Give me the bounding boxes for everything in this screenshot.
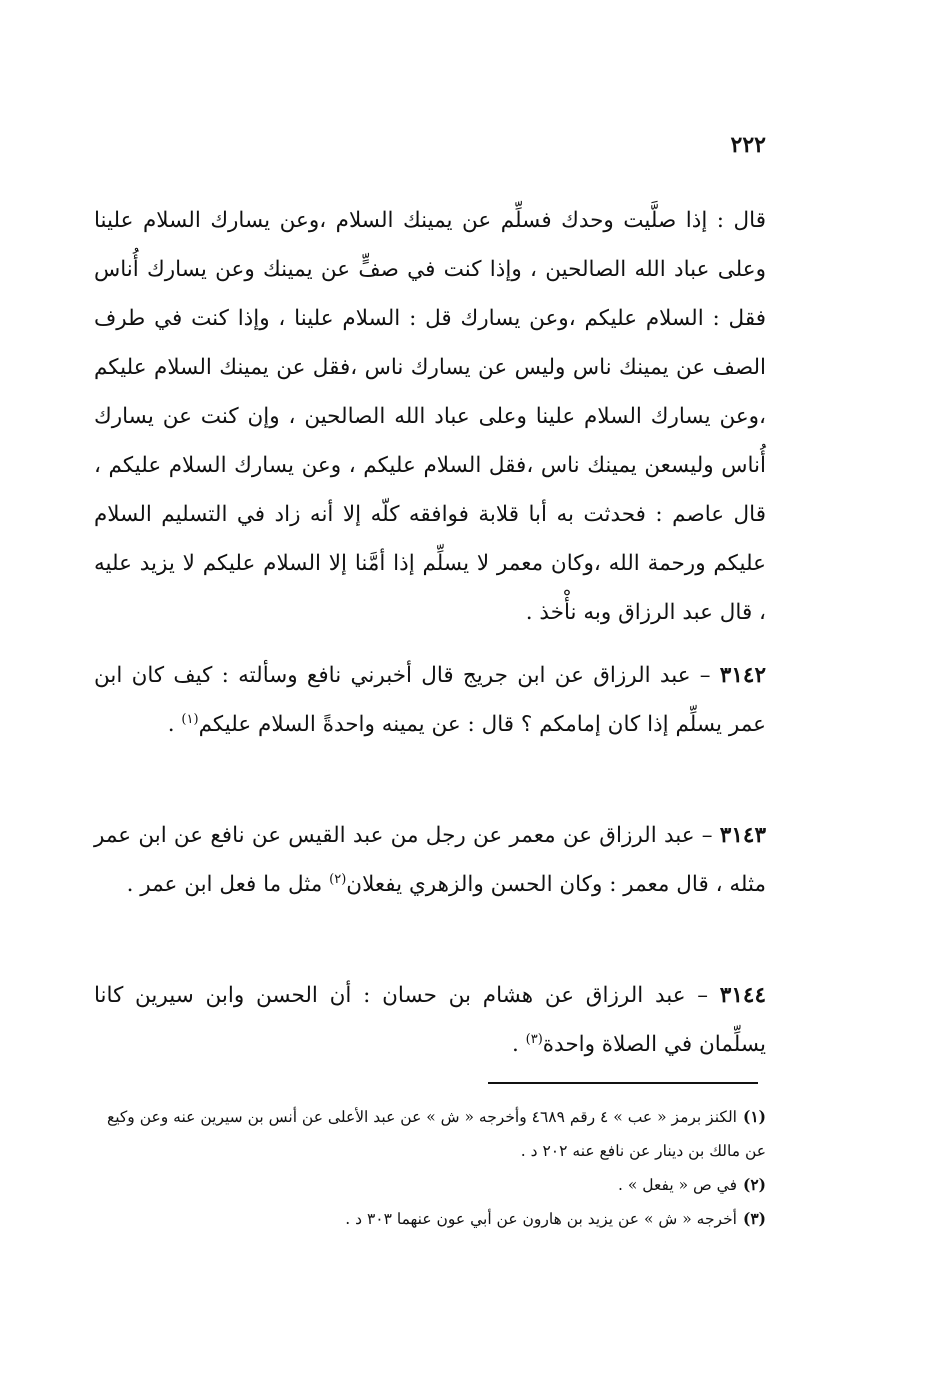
footnotes [86, 1100, 766, 1236]
footnote-ref[interactable]: (٢) [329, 871, 347, 887]
footnote-mark: (٢) [742, 1175, 766, 1194]
footnote-divider [488, 1082, 758, 1084]
footnote-text: في ص « يفعل » . [618, 1176, 737, 1194]
footnote-text: أخرجه « ش » عن يزيد بن هارون عن أبي عون عنهما ٣٠٣ د . [345, 1210, 737, 1228]
hadith-end: . [167, 712, 182, 737]
hadith-text: – عبد الرزاق عن هشام بن حسان : أن الحسن وابن سيرين كانا يسلِّمان في الصلاة واحدة [94, 983, 766, 1057]
hadith-paragraph [94, 651, 766, 749]
footnote-ref[interactable]: (١) [181, 711, 199, 727]
hadith-3142 [94, 651, 766, 749]
paragraph-continuation [94, 196, 766, 637]
hadith-text: – عبد الرزاق عن ابن جريج قال أخبرني نافع وسألته : كيف كان ابن عمر يسلِّم إذا كان إمامكم ؟ قال : عن يمينه واحدةً السلام عليكم [94, 663, 766, 737]
page-number: ٢٢٢ [730, 132, 766, 158]
hadith-paragraph [94, 971, 766, 1069]
hadith-end: . [511, 1032, 526, 1057]
footnote-1 [86, 1100, 766, 1168]
footnote-ref[interactable]: (٣) [525, 1031, 543, 1047]
footnote-mark: (١) [742, 1107, 766, 1126]
hadith-number: ٣١٤٣ [719, 823, 766, 848]
hadith-3143 [94, 811, 766, 909]
footnote-mark: (٣) [742, 1209, 766, 1228]
footnote-3 [86, 1202, 766, 1236]
hadith-3144 [94, 971, 766, 1069]
hadith-number: ٣١٤٢ [719, 663, 766, 688]
hadith-number: ٣١٤٤ [719, 983, 766, 1008]
hadith-text: – عبد الرزاق عن معمر عن رجل من عبد القيس عن نافع عن ابن عمر مثله ، قال معمر : وكان الحسن والزهري يفعلان [94, 823, 766, 897]
paragraph-text: قال : إذا صلَّيت وحدك فسلِّم عن يمينك السلام ،وعن يسارك السلام علينا وعلى عباد الله الصالحين ، وإذا كنت في صفٍّ عن يمينك وعن يسارك أُناس فقل : السلام عليكم ،وعن يسارك قل : السلام علينا ، وإذا كنت في طرف الصف عن يمينك ناس وليس عن يسارك ناس ،فقل عن يمينك السلام عليكم ،وعن يسارك السلام علينا وعلى عباد الله الصالحين ، وإن كنت عن يسارك أُناس وليسعن يمينك ناس ،فقل السلام عليكم ، وعن يسارك السلام عليكم ، قال عاصم : فحدثت به أبا قلابة فوافقه كلّه إلا أنه زاد في التسليم السلام عليكم ورحمة الله ،وكان معمر لا يسلِّم إذا أمَّنا إلا السلام عليكم لا يزيد عليه ، قال عبد الرزاق وبه نأْخذ . [94, 208, 766, 625]
footnote-2 [86, 1168, 766, 1202]
hadith-end: مثل ما فعل ابن عمر . [126, 872, 330, 897]
footnote-text: الكنز برمز « عب » ٤ رقم ٤٦٨٩ وأخرجه « ش » عن عبد الأعلى عن أنس بن سيرين عنه وعن وكيع عن مالك بن دينار عن نافع عنه ٢٠٢ د . [106, 1108, 766, 1160]
hadith-paragraph [94, 811, 766, 909]
